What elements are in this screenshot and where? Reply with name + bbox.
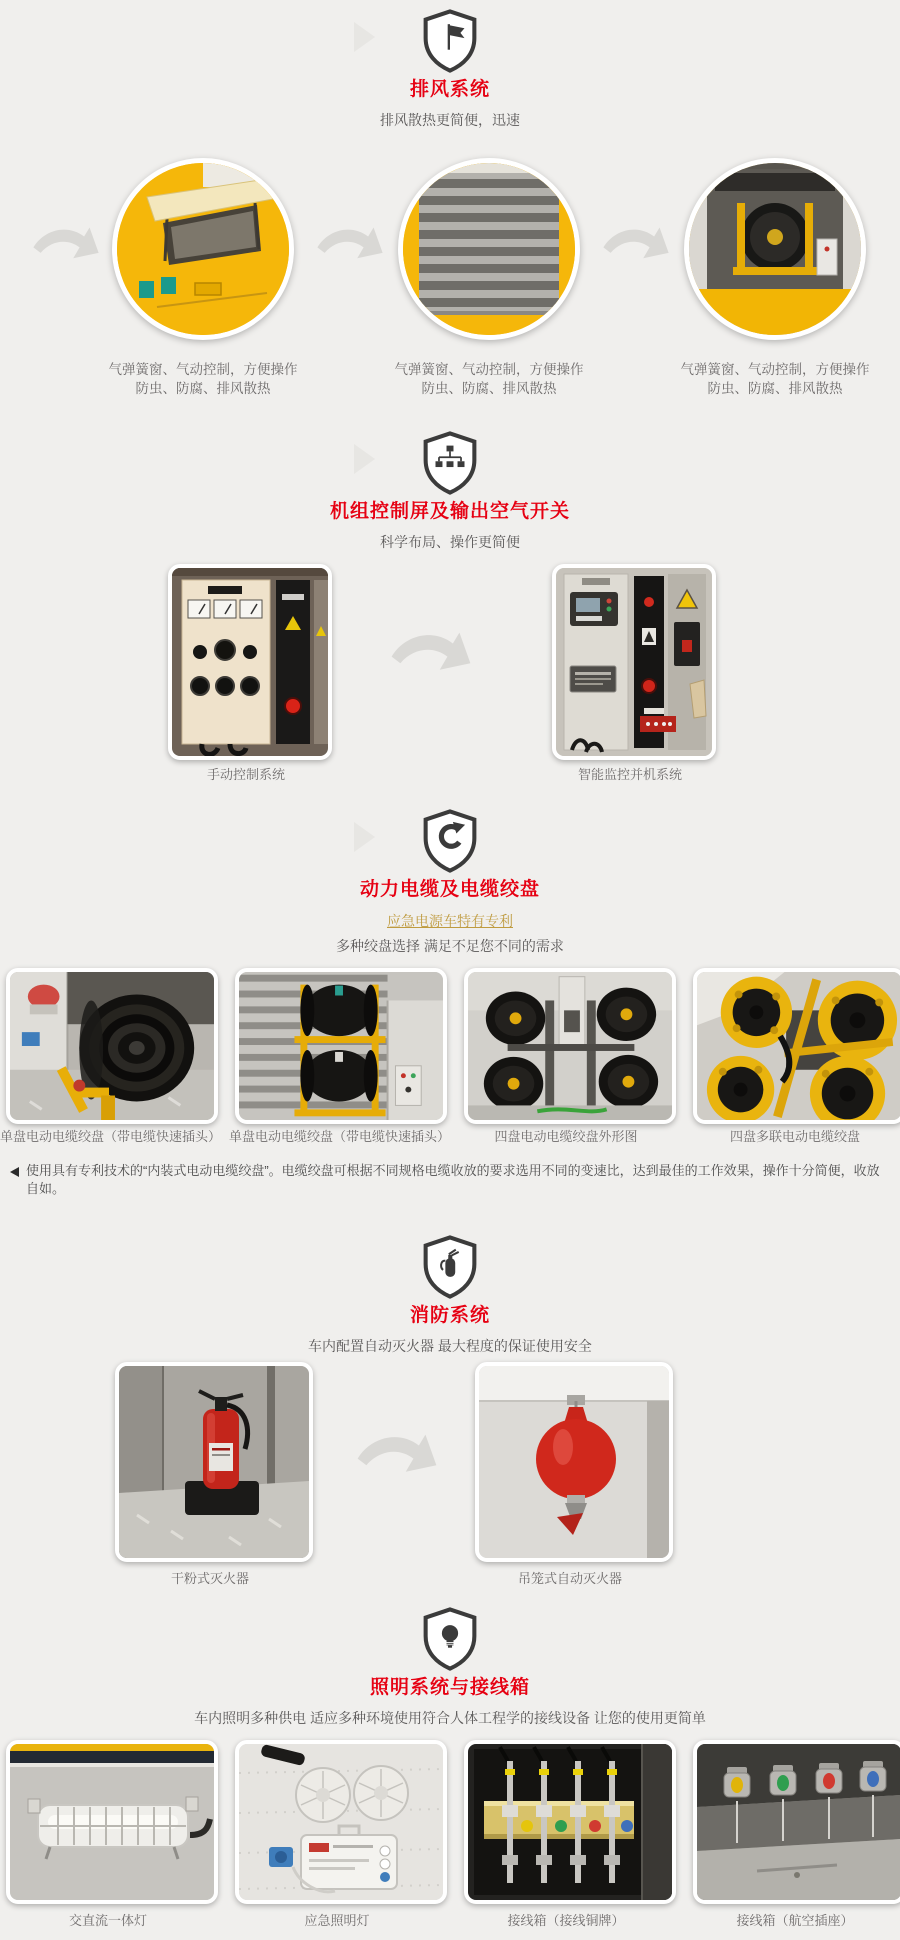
exhaust-photos-row [0, 144, 900, 358]
patent-note-text: 使用具有专利技术的“内装式电动电缆绞盘”。电缆绞盘可根据不同规格电缆收放的要求选用不同的变速比，达到最佳的工作效果，操作十分简便，收放自如。 [26, 1163, 880, 1196]
shield-hierarchy-icon [421, 430, 479, 496]
photo-emergency-light [235, 1740, 447, 1904]
photo-caption: 交直流一体灯 [68, 1913, 147, 1928]
photo-smart-monitor-panel [552, 564, 716, 760]
photo-caption: 吊笼式自动灭火器 [517, 1571, 622, 1586]
photo-exhaust-flap-window [112, 158, 294, 340]
photo-caption: 单盘电动电缆绞盘（带电缆快速插头） [0, 1129, 222, 1144]
photo-caption: 气弹簧窗、气动控制，方便操作 [108, 362, 298, 377]
curved-arrow-icon [386, 626, 476, 696]
photo-caption: 四盘电动电缆绞盘外形图 [494, 1129, 638, 1144]
curved-arrow-icon [28, 222, 104, 280]
photo-manual-control-panel [168, 564, 332, 760]
section-exhaust [0, 0, 900, 130]
shield-extinguisher-icon [421, 1234, 479, 1300]
curved-arrow-icon [352, 1428, 442, 1498]
shield-bulb-icon [421, 1606, 479, 1672]
exhaust-captions-row [0, 360, 900, 410]
photo-four-reel-outline [464, 968, 676, 1124]
section-subtitle: 多种绞盘选择 满足不足您不同的需求 [336, 938, 564, 954]
section-lighting [0, 1606, 900, 1728]
patent-note [10, 1162, 890, 1198]
section-subtitle: 排风散热更简便，迅速 [380, 112, 520, 128]
section-title: 动力电缆及电缆绞盘 [359, 879, 540, 900]
section-title: 机组控制屏及输出空气开关 [329, 501, 570, 522]
section-subtitle: 科学布局、操作更简便 [380, 534, 520, 550]
photo-caption: 接线箱（航空插座） [736, 1913, 854, 1928]
section-title: 排风系统 [409, 79, 490, 100]
section-cable [0, 808, 900, 956]
fire-captions-row [0, 1562, 900, 1586]
photo-hanging-auto-extinguisher [475, 1362, 673, 1562]
shield-flag-icon [421, 8, 479, 74]
play-triangle-icon [354, 822, 375, 852]
photo-exhaust-louvre [398, 158, 580, 340]
photo-caption: 防虫、防腐、排风散热 [135, 381, 271, 396]
photo-caption: 防虫、防腐、排风散热 [421, 381, 557, 396]
photo-multi-reel-bank [693, 968, 900, 1124]
photo-caption: 气弹簧窗、气动控制，方便操作 [394, 362, 584, 377]
photo-caption: 四盘多联电动电缆绞盘 [729, 1129, 860, 1144]
patent-link[interactable]: 应急电源车特有专利 [387, 913, 513, 929]
photo-single-reel-2 [235, 968, 447, 1124]
photo-single-reel-1 [6, 968, 218, 1124]
photo-caption: 智能监控并机系统 [577, 767, 682, 782]
section-fire [0, 1234, 900, 1356]
photo-caption: 接线箱（接线铜牌） [507, 1913, 625, 1928]
control-photos-row [0, 564, 900, 760]
photo-caption: 气弹簧窗、气动控制，方便操作 [680, 362, 870, 377]
left-triangle-icon [10, 1167, 19, 1177]
photo-caption: 干粉式灭火器 [170, 1571, 249, 1586]
section-subtitle: 车内照明多种供电 适应多种环境使用符合人体工程学的接线设备 让您的使用更简单 [194, 1710, 706, 1726]
play-triangle-icon [354, 444, 375, 474]
photo-caption: 防虫、防腐、排风散热 [707, 381, 843, 396]
photo-dry-powder-extinguisher [115, 1362, 313, 1562]
lighting-photos-row [0, 1740, 900, 1904]
photo-caption: 单盘电动电缆绞盘（带电缆快速插头） [229, 1129, 451, 1144]
control-captions-row [0, 760, 900, 784]
section-control [0, 430, 900, 552]
photo-junction-box-sockets [693, 1740, 900, 1904]
section-title: 照明系统与接线箱 [369, 1677, 530, 1698]
photo-exhaust-reel-bay [684, 158, 866, 340]
curved-arrow-icon [312, 222, 388, 280]
photo-junction-box-busbar [464, 1740, 676, 1904]
shield-rotate-arrow-icon [421, 808, 479, 874]
photo-caption: 手动控制系统 [206, 767, 285, 782]
lighting-captions-row [0, 1904, 900, 1928]
cable-photos-row [0, 968, 900, 1124]
section-title: 消防系统 [409, 1305, 490, 1326]
cable-captions-row [0, 1124, 900, 1148]
fire-photos-row [0, 1362, 900, 1562]
photo-acdc-light [6, 1740, 218, 1904]
curved-arrow-icon [598, 222, 674, 280]
section-subtitle: 车内配置自动灭火器 最大程度的保证使用安全 [308, 1338, 592, 1354]
play-triangle-icon [354, 22, 375, 52]
photo-caption: 应急照明灯 [304, 1913, 370, 1928]
